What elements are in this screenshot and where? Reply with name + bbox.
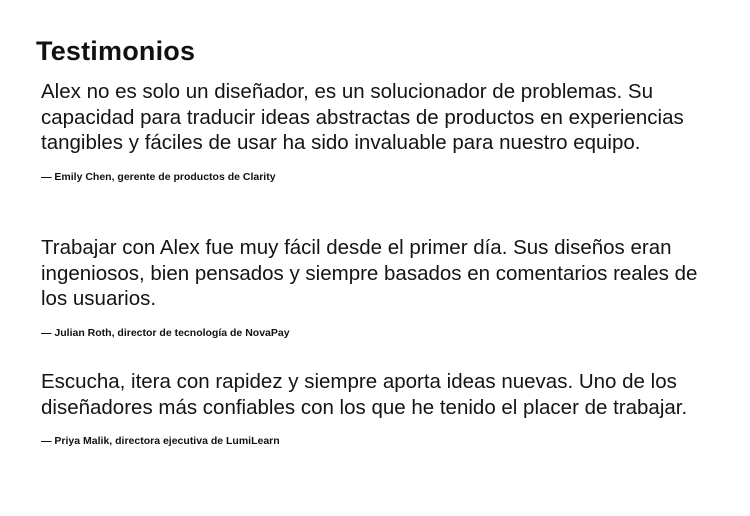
testimonial-author: — Emily Chen, gerente de productos de Clarity <box>41 170 276 183</box>
testimonial-item <box>41 79 721 184</box>
testimonial-quote: Escucha, itera con rapidez y siempre aporta ideas nuevas. Uno de los diseñadores más confiables con los que he tenido el placer de trabajar. <box>41 370 688 419</box>
testimonial-author: — Priya Malik, directora ejecutiva de LumiLearn <box>41 435 280 447</box>
testimonial-item <box>41 235 721 340</box>
testimonial-quote: Trabajar con Alex fue muy fácil desde el primer día. Sus diseños eran ingeniosos, bien pensados y siempre basados en comentarios reales de los usuarios. <box>41 236 698 310</box>
testimonial-item <box>41 369 721 448</box>
section-title: Testimonios <box>36 36 196 66</box>
testimonial-author: — Julian Roth, director de tecnología de NovaPay <box>41 326 290 339</box>
testimonial-quote: Alex no es solo un diseñador, es un solucionador de problemas. Su capacidad para traducir ideas abstractas de productos en experiencias tangibles y fáciles de usar ha sido invaluable para nuestro equipo. <box>41 80 684 154</box>
